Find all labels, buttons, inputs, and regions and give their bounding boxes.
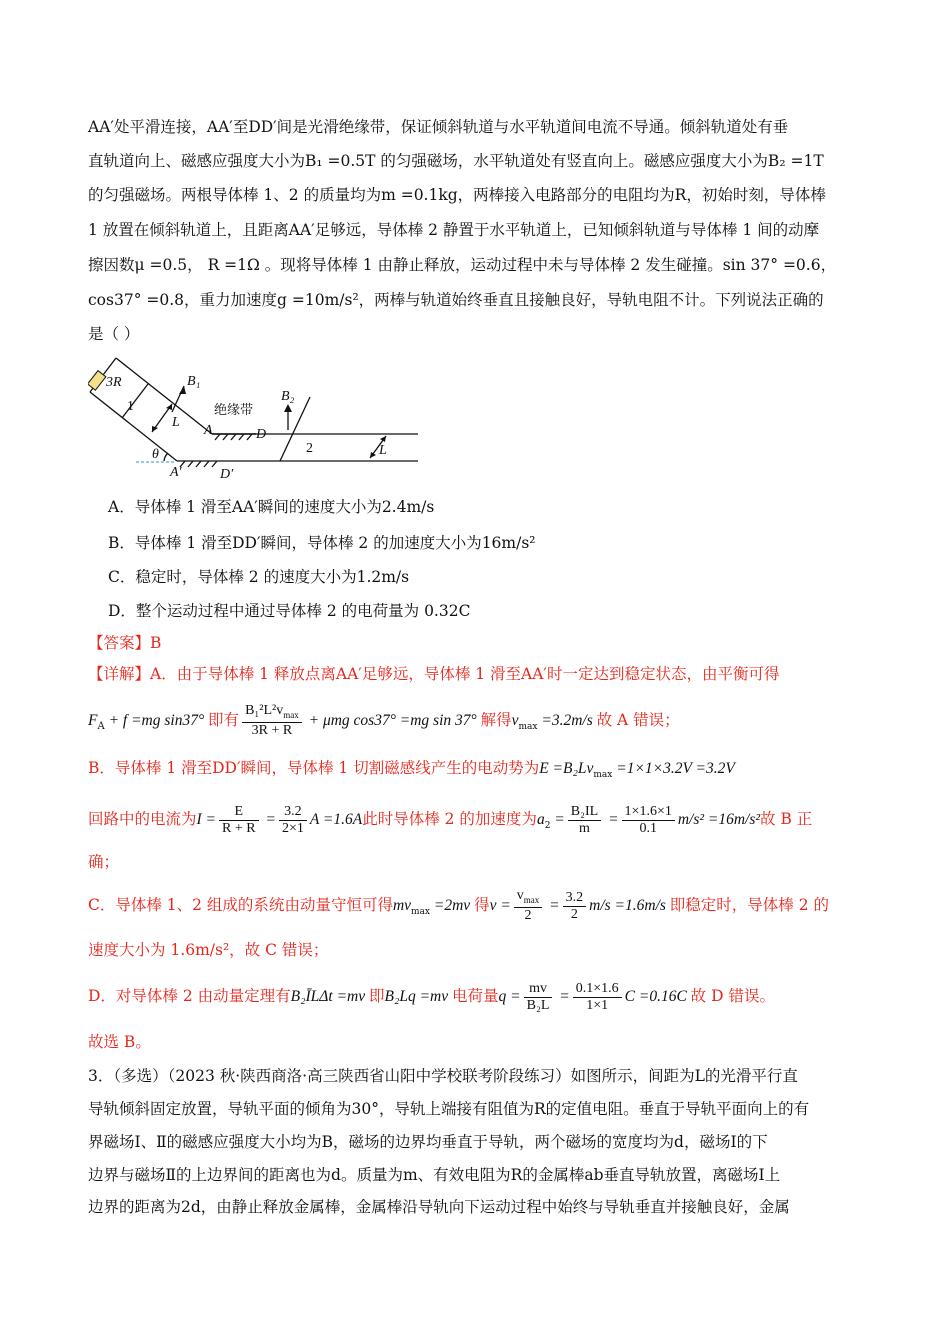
option-a: A．导体棒 1 滑至AA′瞬间的速度大小为2.4m/s bbox=[108, 498, 435, 516]
intro-line-4: 1 放置在倾斜轨道上，且距离AA′足够远，导体棒 2 静置于水平轨道上，已知倾斜轨道与导体棒 1 间的动摩 bbox=[88, 221, 820, 239]
explain-b-formula: 回路中的电流为I = $\frac{E}{R + R}$ = $\frac{3.2}{2\times 1}$ A =1.6A此时导体棒 2 的加速度为$a_2$ = $\frac{\text{B₂IL}}{m}$ = $\frac{1\times 1.6\times 1}{0.1}$ m/s² =16m/s²故 B 正 bbox=[88, 803, 813, 836]
label-A-prime: A′ bbox=[170, 465, 182, 480]
intro-line-6: cos37° =0.8，重力加速度g =10m/s²，两棒与轨道始终垂直且接触良好，导轨电阻不计。下列说法正确的 bbox=[88, 291, 824, 309]
option-b: B．导体棒 1 滑至DD′瞬间，导体棒 2 的加速度大小为16m/s² bbox=[108, 534, 536, 552]
rail-diagram bbox=[88, 352, 418, 487]
option-d: D．整个运动过程中通过导体棒 2 的电荷量为 0.32C bbox=[108, 602, 471, 620]
fraction: $\frac{3.2}{2}$ bbox=[563, 890, 587, 923]
explain-d-formula: D．对导体棒 2 由动量定理有B₂ĪLΔt =mv 即B₂Lq =mv 电荷量q = $\frac{mv}{\text{B₂L}}$ = $\frac{0.1\times 1.6}{1\times 1}$ C =0.16C 故 D 错误。 bbox=[88, 980, 775, 1013]
intro-line-7: 是（ ） bbox=[88, 325, 140, 343]
intro-line-3: 的匀强磁场。两根导体棒 1、2 的质量均为m =0.1kg，两棒接入电路部分的电阻均为R，初始时刻，导体棒 bbox=[88, 186, 826, 204]
q3-line-1: 3．（多选）（2023 秋·陕西商洛·高三陕西省山阳中学校联考阶段练习）如图所示，间距为L的光滑平行直 bbox=[88, 1067, 798, 1085]
q3-line-3: 界磁场Ⅰ、Ⅱ的磁感应强度大小均为B，磁场的边界均垂直于导轨，两个磁场的宽度均为d，磁场Ⅰ的下 bbox=[88, 1133, 768, 1151]
intro-line-5: 擦因数μ =0.5， R =1Ω 。现将导体棒 1 由静止释放，运动过程中未与导体棒 2 发生碰撞。sin 37° =0.6， bbox=[88, 256, 837, 274]
intro-line-1: AA′处平滑连接，AA′至DD′间是光滑绝缘带，保证倾斜轨道与水平轨道间电流不导通。倾斜轨道处有垂 bbox=[88, 118, 789, 136]
label-A: A bbox=[204, 423, 213, 438]
fraction: $\frac{3.2}{2\times 1}$ bbox=[279, 804, 307, 837]
explain-b-line-1: B．导体棒 1 滑至DD′瞬间，导体棒 1 切割磁感线产生的电动势为$E =B_2Lv_{max} =1\times 1\times 3.2V =3.2V$ bbox=[88, 759, 735, 781]
explain-a-formula: $F_A + f =mg$ sin37° 即有 $\frac{B_1^2L^2v_{max}}{3R + R}$ + μmg cos37° =mg sin 37° 解得$v_{max} =3.2m/s$ 故 A 错误； bbox=[88, 702, 680, 739]
label-L1: L bbox=[172, 415, 180, 430]
fraction: $\frac{\text{B₂IL}}{m}$ bbox=[568, 804, 601, 837]
explain-b-line-3: 确； bbox=[88, 853, 120, 871]
answer: 【答案】B bbox=[88, 634, 162, 652]
fraction: $\frac{0.1\times 1.6}{1\times 1}$ bbox=[573, 981, 622, 1014]
fraction: $\frac{1\times 1.6\times 1}{0.1}$ bbox=[622, 804, 675, 837]
fraction: $\frac{v_{max}}{2}$ bbox=[514, 888, 543, 925]
label-B1: B₁ bbox=[187, 374, 201, 389]
intro-line-2: 直轨道向上、磁感应强度大小为B₁ =0.5T 的匀强磁场，水平轨道处有竖直向上。磁感应强度大小为B₂ =1T bbox=[88, 152, 824, 170]
label-D-prime: D′ bbox=[220, 467, 234, 482]
label-L2: L bbox=[379, 443, 387, 458]
explain-c-line-2: 速度大小为 1.6m/s²，故 C 错误； bbox=[88, 941, 329, 959]
q3-line-2: 导轨倾斜固定放置，导轨平面的倾角为30°，导轨上端接有阻值为R的定值电阻。垂直于导轨平面向上的有 bbox=[88, 1100, 810, 1118]
option-c: C．稳定时，导体棒 2 的速度大小为1.2m/s bbox=[108, 568, 410, 586]
label-D: D bbox=[256, 427, 267, 442]
explain-c-formula: C．导体棒 1、2 组成的系统由动量守恒可得$mv_{max} =2mv$ 得v = $\frac{v_{max}}{2}$ = $\frac{3.2}{2}$ m/s =1.6m/s 即稳定时，导体棒 2 的 bbox=[88, 887, 830, 924]
label-insulation: 绝缘带 bbox=[214, 403, 254, 418]
explain-end: 故选 B。 bbox=[88, 1033, 151, 1051]
label-rod-1: 1 bbox=[127, 399, 134, 414]
label-theta: θ bbox=[152, 447, 159, 462]
fraction: $\frac{B_1^2L^2v_{max}}{3R + R}$ bbox=[242, 703, 302, 740]
fraction: $\frac{E}{R + R}$ bbox=[219, 804, 259, 837]
label-3R: 3R bbox=[106, 375, 122, 390]
label-rod-2: 2 bbox=[306, 441, 313, 456]
explain-a-line-1: 【详解】A．由于导体棒 1 释放点离AA′足够远，导体棒 1 滑至AA′时一定达到稳定状态，由平衡可得 bbox=[88, 665, 780, 683]
q3-line-4: 边界与磁场Ⅱ的上边界间的距离也为d。质量为m、有效电阻为R的金属棒ab垂直导轨放置，离磁场Ⅰ上 bbox=[88, 1166, 781, 1184]
q3-line-5: 边界的距离为2d，由静止释放金属棒，金属棒沿导轨向下运动过程中始终与导轨垂直并接触良好，金属 bbox=[88, 1198, 790, 1216]
fraction: $\frac{mv}{\text{B₂L}}$ bbox=[524, 981, 553, 1014]
label-B2: B₂ bbox=[281, 389, 295, 404]
